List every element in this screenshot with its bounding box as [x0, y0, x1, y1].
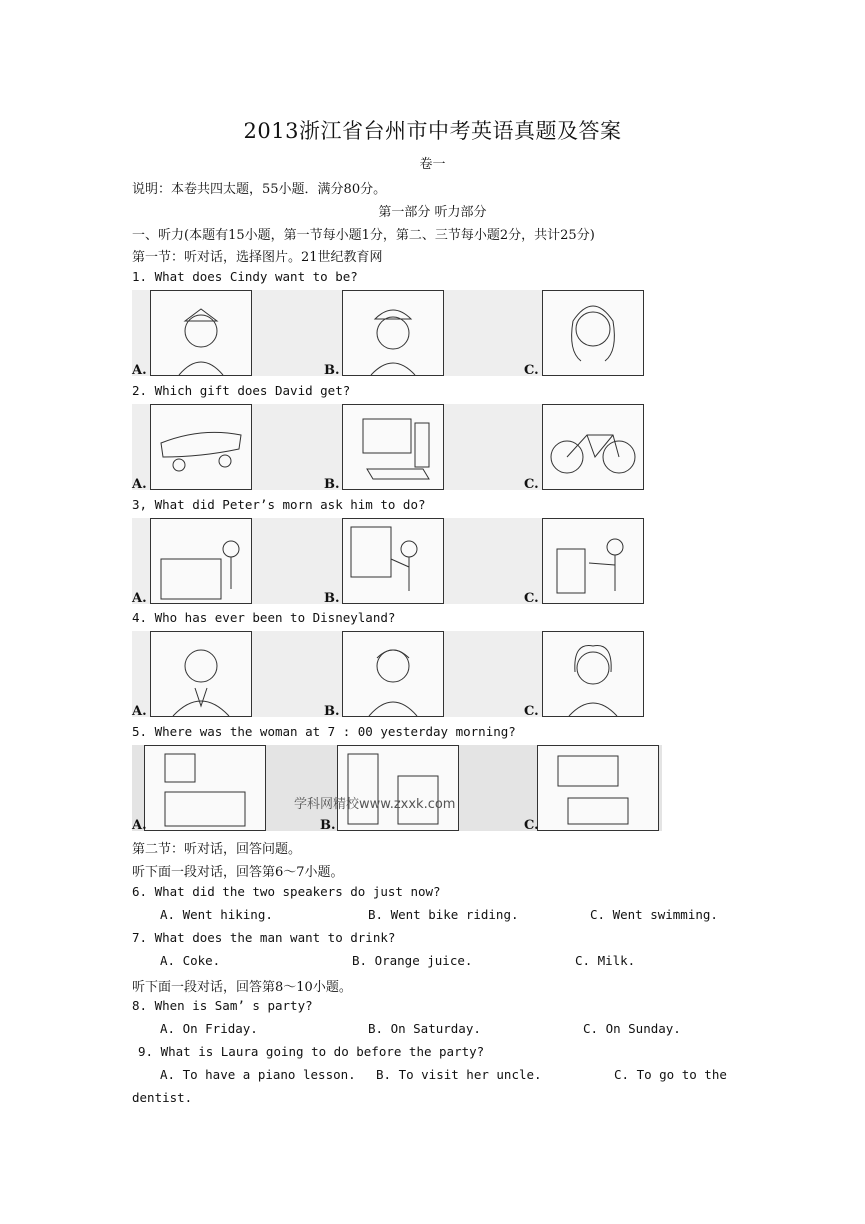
question-5: 5. Where was the woman at 7 : 00 yesterday morning?: [132, 724, 516, 739]
q6-option-b: B. Went bike riding.: [368, 907, 519, 922]
option-c-label: C.: [524, 363, 539, 378]
police-picture: [342, 290, 444, 376]
q7-option-c: C. Milk.: [575, 953, 636, 968]
question-4: 4. Who has ever been to Disneyland?: [132, 610, 396, 625]
question-8: 8. When is Sam’ s party?: [132, 998, 313, 1013]
q9-option-a: A. To have a piano lesson.: [160, 1067, 356, 1082]
option-b-label: B.: [320, 818, 336, 833]
study-picture: [537, 745, 659, 831]
option-b-label: B.: [324, 591, 340, 606]
q8-option-a: A. On Friday.: [160, 1021, 258, 1036]
question-7: 7. What does the man want to drink?: [132, 930, 396, 945]
page-title: 2013浙江省台州市中考英语真题及答案: [243, 119, 622, 143]
cleaning-window-picture: [342, 518, 444, 604]
option-b-label: B.: [324, 477, 340, 492]
section2-heading: 第二节：听对话，回答问题。: [132, 842, 302, 857]
boy-picture: [342, 631, 444, 717]
option-c-label: C.: [524, 477, 539, 492]
section-heading: 一、听力(本题有15小题，第一节每小题1分，第二、三节每小题2分，共计25分): [132, 228, 595, 243]
question-6: 6. What did the two speakers do just now?: [132, 884, 441, 899]
option-a-label: A.: [132, 477, 147, 492]
q6-option-a: A. Went hiking.: [160, 907, 273, 922]
watermark: 学科网精校www.zxxk.com: [294, 797, 456, 812]
intro-8-10: 听下面一段对话，回答第8～10小题。: [132, 980, 352, 995]
option-b-label: B.: [324, 704, 340, 719]
q4-pictures: [132, 631, 642, 717]
intro-6-7: 听下面一段对话，回答第6～7小题。: [132, 865, 344, 880]
option-c-label: C.: [524, 818, 539, 833]
question-9: 9. What is Laura going to do before the party?: [138, 1044, 485, 1059]
option-a-label: A.: [132, 818, 147, 833]
man-picture: [150, 631, 252, 717]
option-b-label: B.: [324, 363, 340, 378]
q3-pictures: [132, 518, 642, 604]
schoolgirl-picture: [542, 631, 644, 717]
instructions: 说明：本卷共四太题，55小题．满分80分。: [132, 182, 387, 197]
q9-option-c: C. To go to the: [614, 1067, 727, 1082]
skateboard-picture: [150, 404, 252, 490]
kitchen-picture: [144, 745, 266, 831]
option-a-label: A.: [132, 704, 147, 719]
q5-pictures: [132, 745, 662, 831]
washing-dishes-picture: [150, 518, 252, 604]
q8-option-c: C. On Sunday.: [583, 1021, 681, 1036]
option-a-label: A.: [132, 591, 147, 606]
bedroom-picture: [337, 745, 459, 831]
q8-option-b: B. On Saturday.: [368, 1021, 481, 1036]
computer-picture: [342, 404, 444, 490]
section1-heading: 第一节：听对话，选择图片。21世纪教育网: [132, 250, 383, 265]
option-c-label: C.: [524, 704, 539, 719]
q1-pictures: [132, 290, 642, 376]
question-1: 1. What does Cindy want to be?: [132, 269, 358, 284]
q2-pictures: [132, 404, 642, 490]
q9-option-b: B. To visit her uncle.: [376, 1067, 542, 1082]
q7-option-a: A. Coke.: [160, 953, 221, 968]
q9-option-c-cont: dentist.: [132, 1090, 193, 1105]
option-c-label: C.: [524, 591, 539, 606]
q6-option-c: C. Went swimming.: [590, 907, 718, 922]
q7-option-b: B. Orange juice.: [352, 953, 473, 968]
bicycle-picture: [542, 404, 644, 490]
question-2: 2. Which gift does David get?: [132, 383, 351, 398]
girl-picture: [542, 290, 644, 376]
volume-label: 卷一: [419, 157, 446, 172]
question-3: 3, What did Peter’s morn ask him to do?: [132, 497, 426, 512]
part-heading: 第一部分 听力部分: [378, 205, 487, 220]
option-a-label: A.: [132, 363, 147, 378]
nurse-picture: [150, 290, 252, 376]
posting-letter-picture: [542, 518, 644, 604]
